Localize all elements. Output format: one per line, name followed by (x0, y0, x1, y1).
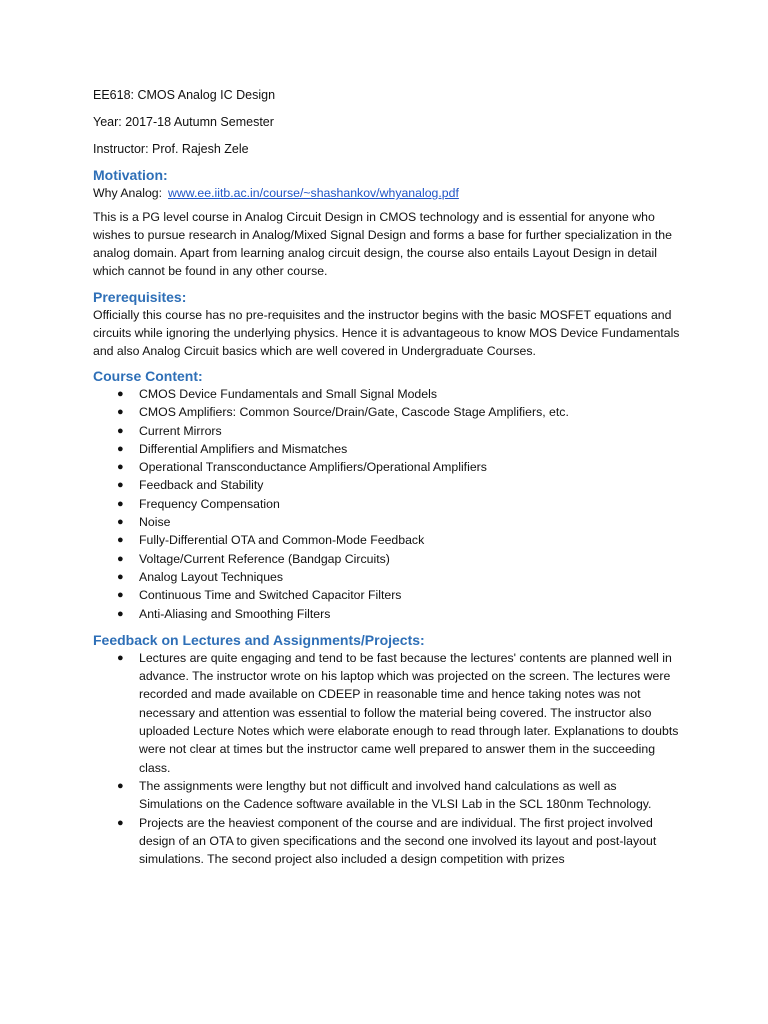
feedback-item-text: Lectures are quite engaging and tend to be fast because the lectures' contents are planned well in advance. The instructor wrote on his laptop which was projected on the screen. The lectures were recorded and made available on CDEEP in reasonable time and hence taking notes was not necessary and attention was essential to follow the material being covered. The instructor also uploaded Lecture Notes which were elaborate enough to read through later. Explanations to doubts were not clear at times but the instructor came well prepared to answer them in the succeeding class. (139, 650, 679, 775)
course-content-item (93, 385, 683, 403)
prerequisites-heading: Prerequisites: (93, 289, 187, 305)
feedback-list (93, 649, 683, 869)
course-content-item-text: CMOS Amplifiers: Common Source/Drain/Gate, Cascode Stage Amplifiers, etc. (139, 405, 569, 420)
course-content-list (93, 385, 683, 623)
bullet-icon: ● (117, 424, 124, 437)
course-content-item (93, 513, 683, 531)
why-analog-label: Why Analog: (93, 186, 163, 200)
course-content-item (93, 403, 683, 421)
course-content-item-text: Frequency Compensation (139, 496, 280, 511)
bullet-icon: ● (117, 779, 124, 792)
bullet-icon: ● (117, 607, 124, 620)
course-content-item (93, 440, 683, 458)
feedback-heading: Feedback on Lectures and Assignments/Projects: (93, 631, 425, 648)
bullet-icon: ● (117, 388, 124, 400)
course-content-item-text: Operational Transconductance Amplifiers/Operational Amplifiers (139, 460, 487, 475)
course-content-item-text: Current Mirrors (139, 423, 222, 438)
bullet-icon: ● (117, 570, 124, 583)
feedback-item-text: The assignments were lengthy but not difficult and involved hand calculations as well as Simulations on the Cadence software available in the VLSI Lab in the SCL 180nm Technology. (139, 778, 652, 812)
course-content-item (93, 531, 683, 549)
course-year: Year: 2017-18 Autumn Semester (93, 115, 274, 129)
course-content-item-text: Feedback and Stability (139, 478, 264, 493)
course-content-item (93, 422, 683, 440)
course-content-item (93, 605, 683, 623)
course-instructor: Instructor: Prof. Rajesh Zele (93, 142, 249, 156)
course-content-item-text: Voltage/Current Reference (Bandgap Circuits) (139, 551, 390, 566)
bullet-icon: ● (117, 816, 124, 829)
bullet-icon: ● (117, 406, 124, 419)
motivation-section (93, 166, 683, 280)
bullet-icon: ● (117, 534, 124, 547)
feedback-item (93, 649, 683, 777)
course-content-item-text: Fully-Differential OTA and Common-Mode Feedback (139, 533, 425, 548)
bullet-icon: ● (117, 552, 124, 565)
bullet-icon: ● (117, 516, 124, 529)
bullet-icon: ● (117, 651, 124, 664)
bullet-icon: ● (117, 461, 124, 474)
course-content-item-text: Anti-Aliasing and Smoothing Filters (139, 606, 331, 621)
course-content-item-text: Continuous Time and Switched Capacitor Filters (139, 588, 402, 603)
bullet-icon: ● (117, 442, 124, 455)
course-content-item (93, 458, 683, 476)
course-content-item (93, 568, 683, 586)
why-analog-link[interactable]: www.ee.iitb.ac.in/course/~shashankov/whyanalog.pdf (168, 186, 459, 200)
course-content-item-text: Analog Layout Techniques (139, 569, 284, 584)
course-content-item (93, 476, 683, 494)
bullet-icon: ● (117, 589, 124, 602)
prerequisites-body: Officially this course has no pre-requisites and the instructor begins with the basic MOSFET equations and circuits while ignoring the underlying physics. Hence it is advantageous to know MOS Device Fundamentals and also Analog Circuit basics which are well covered in Undergraduate Courses. (93, 308, 680, 358)
feedback-item (93, 777, 683, 814)
course-content-item-text: CMOS Device Fundamentals and Small Signal Models (139, 387, 437, 401)
course-content-item-text: Differential Amplifiers and Mismatches (139, 441, 348, 456)
document-page (93, 86, 683, 868)
feedback-item (93, 814, 683, 869)
course-content-item (93, 586, 683, 604)
feedback-item-text: Projects are the heaviest component of the course and are individual. The first project involved design of an OTA to given specifications and the second one involved its layout and post-layout simulations. The second project also included a design competition with prizes (139, 815, 657, 867)
motivation-body: This is a PG level course in Analog Circuit Design in CMOS technology and is essential for anyone who wishes to pursue research in Analog/Mixed Signal Design and forms a base for further specialization in the analog domain. Apart from learning analog circuit design, the course also entails Layout Design in detail which cannot be found in any other course. (93, 210, 672, 278)
course-title: EE618: CMOS Analog IC Design (93, 88, 276, 102)
why-analog-row (93, 184, 683, 202)
course-content-item (93, 550, 683, 568)
bullet-icon: ● (117, 479, 124, 492)
bullet-icon: ● (117, 497, 124, 510)
course-content-item (93, 495, 683, 513)
course-content-item-text: Noise (139, 515, 171, 530)
motivation-heading: Motivation: (93, 167, 168, 183)
prerequisites-section (93, 288, 683, 360)
course-content-heading: Course Content: (93, 368, 203, 384)
feedback-section (93, 631, 683, 869)
course-content-section (93, 367, 683, 623)
